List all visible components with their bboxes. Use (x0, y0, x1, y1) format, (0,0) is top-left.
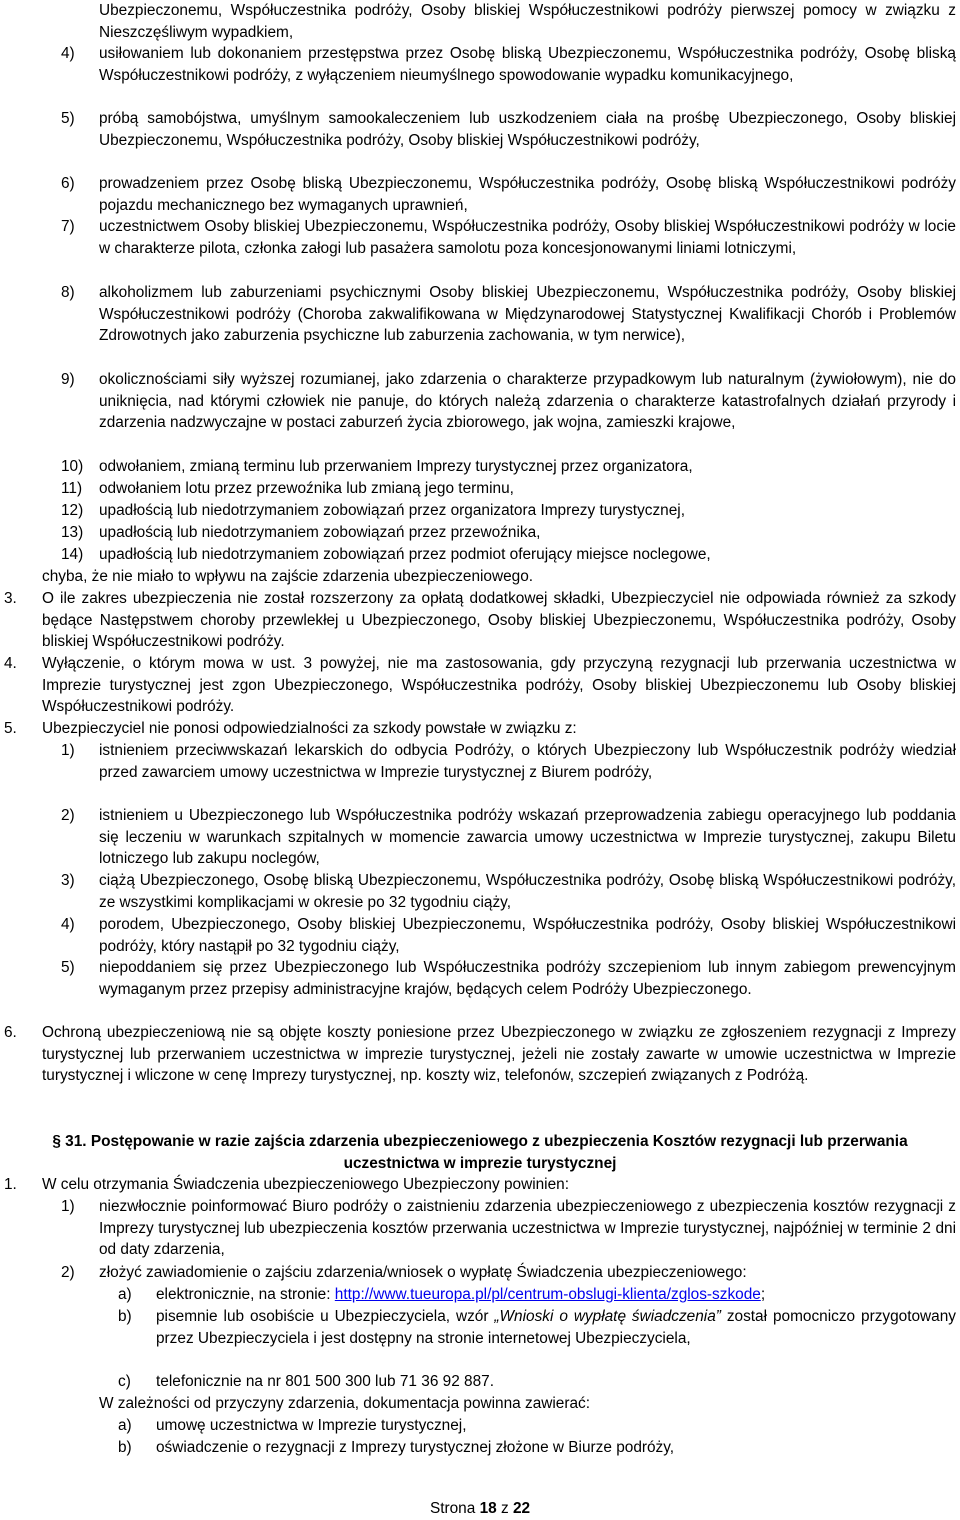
page-footer (0, 1498, 960, 1520)
sub-item: umowę uczestnictwa w Imprezie turystycznej, (156, 1417, 467, 1434)
list-item: porodem, Ubezpieczonego, Osoby bliskiej Ubezpieczonemu, Współuczestnika podróży, Osoby bliskiej Współuczestnikowi podróży, który nastąpił po 32 tygodniu ciąży, (99, 916, 956, 955)
list-number: 14) (61, 546, 84, 563)
list-number: 6) (61, 175, 75, 192)
sub-item-letter: a) (118, 1286, 132, 1303)
list-item: usiłowaniem lub dokonaniem przestępstwa przez Osobę bliską Ubezpieczonemu, Współuczestnika podróży, Osobę bliską Współuczestnikowi podróży, z wyłączeniem nieumyślnego spowodowanie wypadku komunikacyjnego, (99, 45, 956, 84)
current-page-number: 18 (479, 1500, 497, 1517)
sub-item: oświadczenie o rezygnacji z Imprezy turystycznej złożone w Biurze podróży, (156, 1439, 675, 1456)
claims-link[interactable]: http://www.tueuropa.pl/pl/centrum-obslugi-klienta/zglos-szkode (334, 1286, 761, 1303)
sub-item-letter: c) (118, 1373, 131, 1390)
section-heading: § 31. Postępowanie w razie zajścia zdarzenia ubezpieczeniowego z ubezpieczenia Kosztów rezygnacji lub przerwania uczestnictwa w imprezie turystycznej (52, 1133, 908, 1172)
form-name-text: „Wnioski o wypłatę świadczenia” (494, 1308, 721, 1325)
list-item: prowadzeniem przez Osobę bliską Ubezpieczonemu, Współuczestnika podróży, Osobę bliską Współuczestnikowi podróży pojazdu mechanicznego bez wymaganych uprawnień, (99, 175, 956, 214)
list-number: 12) (61, 502, 84, 519)
list-item: istnieniem przeciwwskazań lekarskich do odbycia Podróży, o których Ubezpieczony lub Współuczestnik podróży wiedział przed zawarciem umowy uczestnictwa w Imprezie turystycznej z Biurem podróży, (99, 742, 956, 781)
list-item: niepoddaniem się przez Ubezpieczonego lub Współuczestnika podróży szczepieniom lub innym zabiegom prewencyjnym wymaganym przez przepisy administracyjne krajów, będących celem Podróży Ubezpieczonego. (99, 959, 956, 998)
continuation-text: Ubezpieczonemu, Współuczestnika podróży, Osoby bliskiej Współuczestnikowi podróży pierwszej pomocy w związku z Nieszczęśliwym wypadkiem, (99, 2, 956, 41)
list-number: 5) (61, 110, 75, 127)
total-pages-number: 22 (512, 1500, 531, 1517)
paragraph-text: O ile zakres ubezpieczenia nie został rozszerzony za opłatą dodatkowej składki, Ubezpieczyciel nie odpowiada również za szkody będące Następstwem choroby przewlekłej u Ubezpieczonego, Osoby bliskiej Ubezpieczonemu, Współuczestnika podróży, Osoby bliskiej Współuczestnikowi podróży. (42, 590, 956, 651)
list-number: 4) (61, 916, 75, 933)
list-item: niezwłocznie poinformować Biuro podróży o zaistnieniu zdarzenia ubezpieczeniowego z ubezpieczenia kosztów rezygnacji z Imprezy turystycznej lub ubezpieczenia kosztów przerwania uczestnictwa w Imprezie turystycznej, najpóźniej w terminie 2 dni od daty zdarzenia, (99, 1198, 956, 1259)
list-number: 1) (61, 742, 75, 759)
paragraph-number: 1. (4, 1176, 17, 1193)
list-number: 2) (61, 1264, 75, 1281)
sub-item (156, 1306, 956, 1349)
paragraph-number: 3. (4, 590, 17, 607)
sub-item (156, 1284, 956, 1306)
list-item: próbą samobójstwa, umyślnym samookaleczeniem lub uszkodzeniem ciała na prośbę Ubezpieczonego, Osoby bliskiej Ubezpieczonemu, Współuczestnika podróży, Osoby bliskiej Współuczestnikowi podróży, (99, 110, 956, 149)
paragraph-text: Wyłączenie, o którym mowa w ust. 3 powyżej, nie ma zastosowania, gdy przyczyną rezygnacji lub przerwania uczestnictwa w Imprezie turystycznej jest zgon Ubezpieczonego, Współuczestnika podróży, Osoby bliskiej Ubezpieczonemu lub Osoby bliskiej Współuczestnikowi podróży. (42, 655, 956, 716)
list-number: 8) (61, 284, 75, 301)
footer-separator: z (496, 1500, 513, 1517)
list-number: 4) (61, 45, 75, 62)
sub-item-text: elektronicznie, na stronie: (156, 1286, 335, 1303)
list-item: odwołaniem, zmianą terminu lub przerwaniem Imprezy turystycznej przez organizatora, (99, 458, 693, 475)
list-item: złożyć zawiadomienie o zajściu zdarzenia/wniosek o wypłatę Świadczenia ubezpieczeniowego: (99, 1264, 747, 1281)
list-item: upadłością lub niedotrzymaniem zobowiązań przez przewoźnika, (99, 524, 541, 541)
paragraph-text: Ubezpieczyciel nie ponosi odpowiedzialności za szkody powstałe w związku z: (42, 720, 577, 737)
list-number: 7) (61, 218, 75, 235)
list-number: 11) (61, 480, 83, 497)
list-item: alkoholizmem lub zaburzeniami psychicznymi Osoby bliskiej Ubezpieczonemu, Współuczestnika podróży, Osoby bliskiej Współuczestnikowi podróży (Choroba zakwalifikowana w Międzynarodowej Statystycznej Kwalifikacji Chorób i Problemów Zdrowotnych jako zaburzenia psychiczne lub zaburzenia zachowania, w tym nerwice), (99, 284, 956, 345)
list-number: 9) (61, 371, 75, 388)
sub-item-punct: ; (760, 1286, 766, 1303)
list-number: 13) (61, 524, 84, 541)
sub-item-text: został pomocniczo przygotowany przez Ubezpieczyciela i jest dostępny na stronie internetowej Ubezpieczyciela, (156, 1308, 956, 1347)
list-item: uczestnictwem Osoby bliskiej Ubezpieczonemu, Współuczestnika podróży, Osoby bliskiej Współuczestnikowi podróży w locie w charakterze pilota, członka załogi lub pasażera samolotu poza koncesjonowanymi liniami lotniczymi, (99, 218, 956, 257)
sub-item-text: pisemnie lub osobiście u Ubezpieczyciela, wzór (156, 1308, 495, 1325)
list-item: upadłością lub niedotrzymaniem zobowiązań przez podmiot oferujący miejsce noclegowe, (99, 546, 711, 563)
sub-item-letter: a) (118, 1417, 132, 1434)
list-number: 2) (61, 807, 75, 824)
paragraph-text: Ochroną ubezpieczeniową nie są objęte koszty poniesione przez Ubezpieczonego w związku ze zgłoszeniem rezygnacji z Imprezy turystycznej lub przerwaniem uczestnictwa w imprezie turystycznej, jeżeli nie zostały zawarte w umowie uczestnictwa w Imprezie turystycznej i wliczone w cenę Imprezy turystycznej, np. koszty wiz, telefonów, szczepień związanych z Podróżą. (42, 1024, 956, 1085)
list-number: 5) (61, 959, 75, 976)
paragraph-text: W celu otrzymania Świadczenia ubezpieczeniowego Ubezpieczony powinien: (42, 1176, 569, 1193)
footer-label: Strona (429, 1500, 480, 1517)
sub-item-letter: b) (118, 1308, 132, 1325)
paragraph-number: 6. (4, 1024, 17, 1041)
list-item: istnieniem u Ubezpieczonego lub Współuczestnika podróży wskazań przeprowadzenia zabiegu operacyjnego lub poddania się leczeniu w warunkach szpitalnych w momencie zawarcia umowy uczestnictwa w Imprezie turystycznej, zakupu Biletu lotniczego lub zakupu noclegów, (99, 807, 956, 868)
sub-item: telefonicznie na nr 801 500 300 lub 71 36 92 887. (156, 1373, 495, 1390)
sub-item-letter: b) (118, 1439, 132, 1456)
list-number: 10) (61, 458, 84, 475)
paragraph-number: 4. (4, 655, 17, 672)
paragraph-number: 5. (4, 720, 17, 737)
docs-intro-text: W zależności od przyczyny zdarzenia, dokumentacja powinna zawierać: (99, 1395, 591, 1412)
list-item: odwołaniem lotu przez przewoźnika lub zmianą jego terminu, (99, 480, 514, 497)
list-tail-text: chyba, że nie miało to wpływu na zajście zdarzenia ubezpieczeniowego. (42, 568, 534, 585)
list-item: okolicznościami siły wyższej rozumianej, jako zdarzenia o charakterze przypadkowym lub naturalnym (żywiołowym), nie do uniknięcia, nad którymi człowiek nie panuje, do których należą zdarzenia o charakterze katastrofalnych działań przyrody i zdarzenia nadzwyczajne w postaci zaburzeń życia zbiorowego, jak wojna, zamieszki krajowe, (99, 371, 956, 432)
list-item: upadłością lub niedotrzymaniem zobowiązań przez organizatora Imprezy turystycznej, (99, 502, 685, 519)
list-number: 3) (61, 872, 75, 889)
list-item: ciążą Ubezpieczonego, Osobę bliską Ubezpieczonemu, Współuczestnika podróży, Osobę bliską Współuczestnikowi podróży, ze wszystkimi komplikacjami w okresie po 32 tygodniu ciąży, (99, 872, 956, 911)
list-number: 1) (61, 1198, 75, 1215)
